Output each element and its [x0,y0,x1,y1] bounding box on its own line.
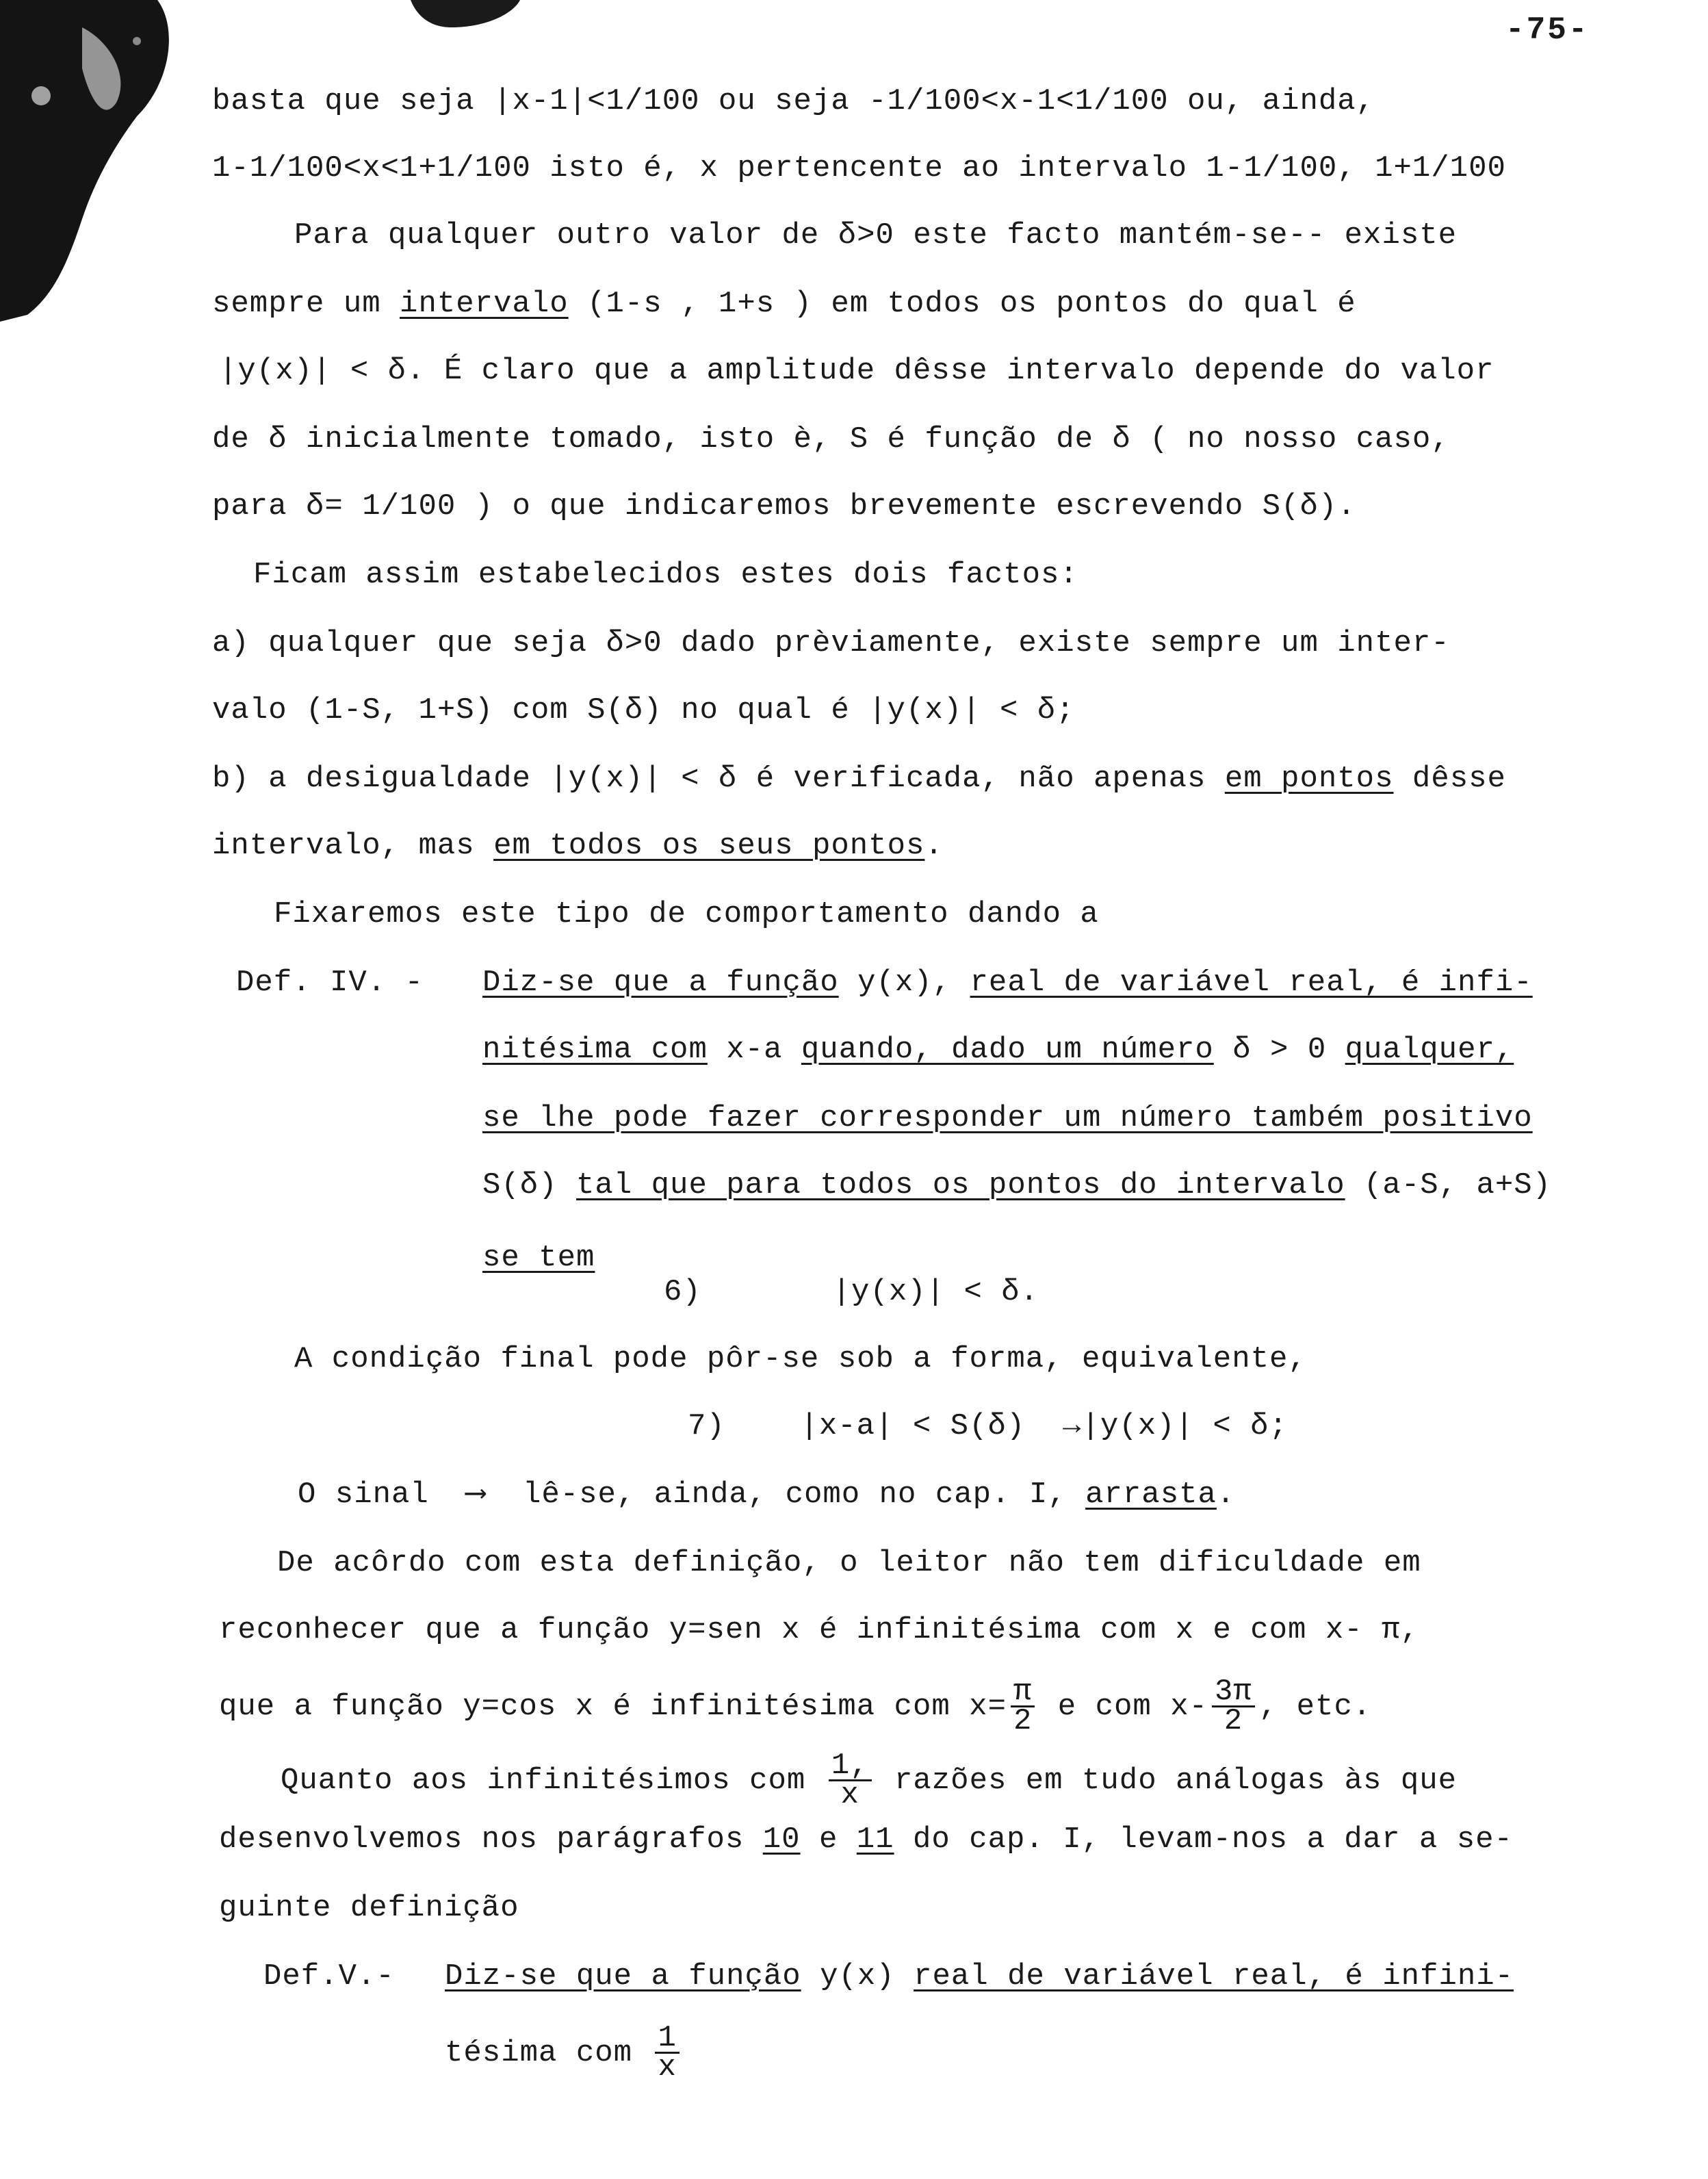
text-fragment: y(x) [801,1959,914,1994]
definition-line [482,962,1533,1003]
text-fragment: x-a [707,1033,801,1067]
fraction-denominator: x [658,2050,677,2085]
text-fragment: do cap. I, levam-nos a dar a se- [894,1822,1513,1857]
text-fragment: dêsse [1393,762,1506,796]
text-fragment: δ > 0 [1213,1033,1345,1067]
definition-line [482,1029,1514,1070]
text-fragment: e com x- [1039,1690,1208,1725]
text-line: De acôrdo com esta definição, o leitor não tem dificuldade em [277,1546,1421,1580]
underlined-text: intervalo [400,287,569,321]
text-line: A condição final pode pôr-se sob a forma, equivalente, [294,1342,1307,1376]
fraction-pi-over-2 [1011,1675,1035,1738]
text-line [212,825,944,866]
underlined-text: Diz-se que a função [482,966,839,1000]
text-line [219,1819,1513,1860]
text-fragment: razões em tudo análogas às que [875,1764,1458,1798]
text-line: Ficam assim estabelecidos estes dois factos: [253,558,1078,592]
text-line: guinte definição [219,1891,519,1925]
underlined-text: qualquer, [1345,1033,1514,1067]
page-number: -75- [1505,12,1590,48]
underlined-text: Diz-se que a função [445,1959,801,1994]
text-line: reconhecer que a função y=sen x é infinitésima com x e com x- π, [219,1613,1419,1647]
text-fragment: . [1216,1478,1236,1512]
text-line: Para qualquer outro valor de δ>0 este facto mantém-se-- existe [294,218,1458,253]
underlined-text: se lhe pode fazer corresponder um número também positivo [482,1101,1533,1135]
equation-6: 6) |y(x)| < δ. [664,1275,1039,1309]
definition-label: Def. IV. - [236,966,424,1000]
definition-line [482,1165,1551,1206]
fraction-3pi-over-2 [1212,1675,1255,1738]
text-fragment: (a-S, a+S) [1345,1168,1552,1202]
text-fragment: , etc. [1258,1690,1372,1725]
text-fragment: desenvolvemos nos parágrafos [219,1822,763,1857]
fraction-numerator: 1 [655,2024,679,2054]
ink-stain-top [383,0,534,34]
text-fragment: sempre um [212,287,400,321]
ink-stain [0,0,205,322]
text-fragment: Quanto aos infinitésimos com [281,1764,825,1798]
underlined-text: quando, dado um número [801,1033,1214,1067]
underlined-text: real de variável real, é infini- [914,1959,1514,1994]
text-line [212,283,1356,324]
text-fragment: (1-s , 1+s ) em todos os pontos do qual é [568,287,1356,321]
text-line: basta que seja |x-1|<1/100 ou seja -1/100<x-1<1/100 ou, ainda, [212,84,1375,118]
text-line [298,1474,1235,1515]
text-fragment: intervalo, mas [212,829,494,863]
text-fragment: que a função y=cos x é infinitésima com x= [219,1690,1007,1725]
underlined-text: arrasta [1085,1478,1217,1512]
text-line [281,1749,1458,1812]
definition-label: Def.V.- [263,1959,395,1994]
text-line: a) qualquer que seja δ>0 dado prèviamente, existe sempre um inter- [212,626,1450,660]
text-fragment: b) a desigualdade |y(x)| < δ é verificada, não apenas [212,762,1225,796]
text-line [212,758,1506,799]
underlined-text: tal que para todos os pontos do intervalo [576,1168,1345,1202]
text-fragment: tésima com [445,2036,651,2071]
underlined-text: em pontos [1224,762,1394,796]
text-line: valo (1-S, 1+S) com S(δ) no qual é |y(x)| < δ; [212,693,1075,727]
definition-line [482,1098,1533,1139]
text-fragment: S(δ) [482,1168,577,1202]
fraction-denominator: 2 [1013,1704,1033,1738]
fraction-denominator: 2 [1224,1704,1243,1738]
paragraph-ref: 10 [762,1822,801,1857]
fraction-numerator: 3π [1212,1678,1255,1707]
fraction-numerator: 1, [829,1752,872,1781]
underlined-text: real de variável real, é infi- [970,966,1533,1000]
definition-line [445,1956,1514,1997]
text-line: de δ inicialmente tomado, isto è, S é função de δ ( no nosso caso, [212,422,1450,456]
equation-7: 7) |x-a| < S(δ) →|y(x)| < δ; [688,1409,1288,1443]
paragraph-ref: 11 [856,1822,894,1857]
text-fragment: e [800,1822,857,1857]
text-line [219,1675,1372,1738]
fraction-denominator: x [840,1778,859,1812]
text-line: 1-1/100<x<1+1/100 isto é, x pertencente ao intervalo 1-1/100, 1+1/100 [212,151,1506,185]
definition-line [445,2021,684,2085]
fraction-1-over-x [655,2021,679,2085]
text-line: |y(x)| < δ. É claro que a amplitude dêsse intervalo depende do valor [219,354,1494,388]
text-fragment: O sinal ⟶ lê-se, ainda, como no cap. I, [298,1478,1086,1512]
text-line: Fixaremos este tipo de comportamento dando a [274,897,1099,931]
text-fragment: y(x), [838,966,970,1000]
text-line: para δ= 1/100 ) o que indicaremos brevemente escrevendo S(δ). [212,489,1356,524]
text-fragment: . [924,829,944,863]
underlined-text: em todos os seus pontos [493,829,925,863]
underlined-text: nitésima com [482,1033,708,1067]
fraction-numerator: π [1011,1678,1035,1707]
underlined-text: se tem [482,1241,595,1275]
definition-line [482,1237,595,1278]
fraction-1-over-x [829,1749,872,1812]
